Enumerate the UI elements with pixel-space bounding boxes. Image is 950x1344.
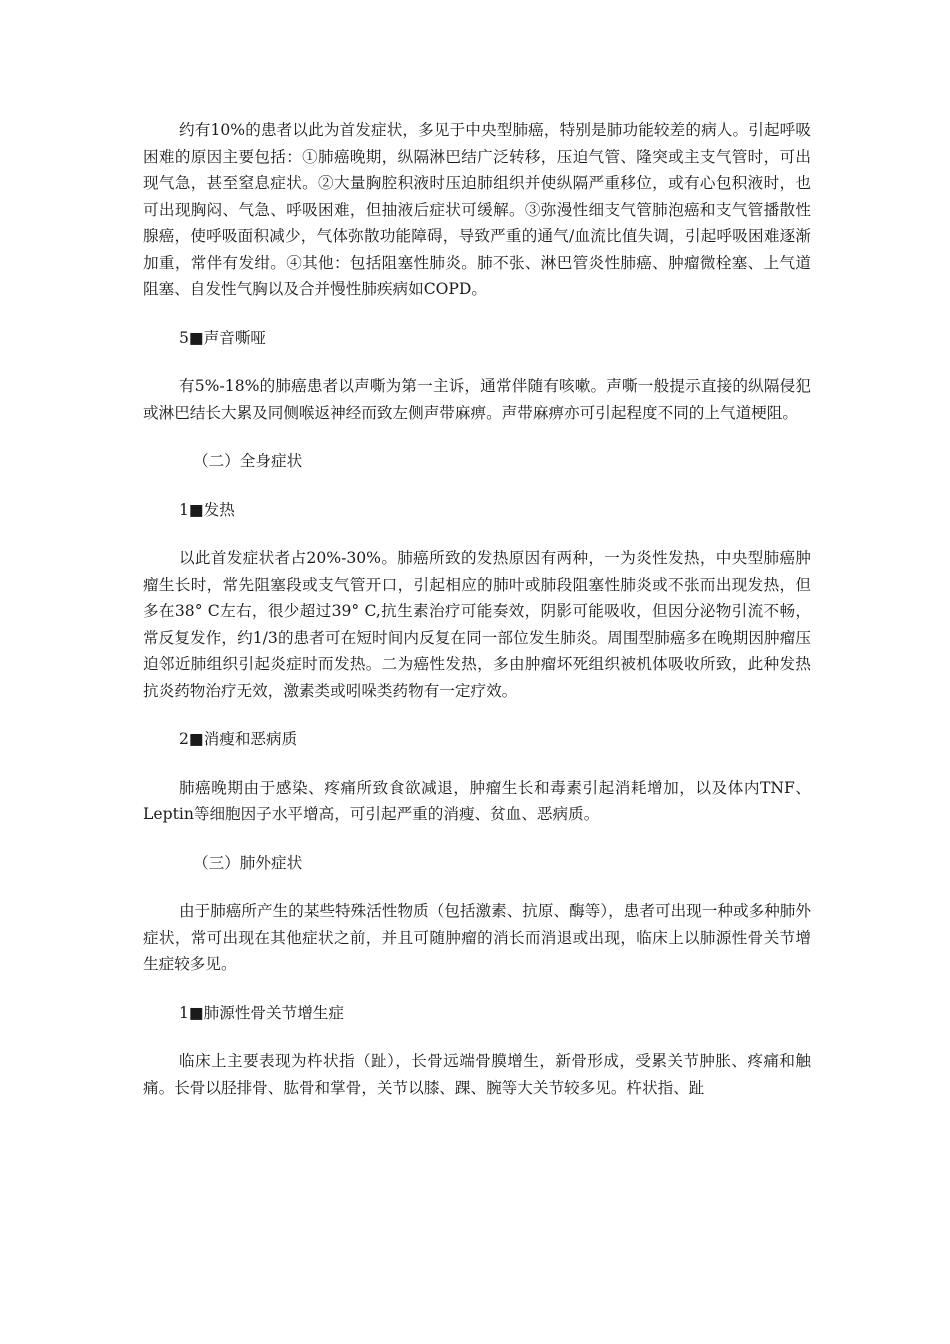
paragraph-hoarseness: 有5%-18%的肺癌患者以声嘶为第一主诉，通常伴随有咳嗽。声嘶一般提示直接的纵隔侵犯或淋巴结长大累及同侧喉返神经而致左侧声带麻痹。声带麻痹亦可引起程度不同的上气道梗阻。: [143, 377, 811, 422]
heading-fever: 1■发热: [179, 500, 235, 519]
paragraph-cachexia: 肺癌晚期由于感染、疼痛所致食欲减退，肿瘤生长和毒素引起消耗增加，以及体内TNF、Leptin等细胞因子水平增高，可引起严重的消瘦、贫血、恶病质。: [143, 778, 811, 823]
paragraph-dyspnea: 约有10%的患者以此为首发症状，多见于中央型肺癌，特别是肺功能较差的病人。引起呼吸困难的原因主要包括：①肺癌晚期，纵隔淋巴结广泛转移，压迫气管、隆突或主支气管时，可出现气急，甚至窒息症状。②大量胸腔积液时压迫肺组织并使纵隔严重移位，或有心包积液时，也可出现胸闷、气急、呼吸困难，但抽液后症状可缓解。③弥漫性细支气管肺泡癌和支气管播散性腺癌，使呼吸面积减少，气体弥散功能障碍，导致严重的通气/血流比值失调，引起呼吸困难逐渐加重，常伴有发绀。④其他：包括阻塞性肺炎。肺不张、淋巴管炎性肺癌、肿瘤微栓塞、上气道阻塞、自发性气胸以及合并慢性肺疾病如COPD。: [143, 121, 811, 298]
section-heading-extrapulmonary: （三）肺外症状: [193, 853, 303, 872]
document-body: [143, 117, 811, 1123]
paragraph-extrapulmonary: 由于肺癌所产生的某些特殊活性物质（包括激素、抗原、酶等），患者可出现一种或多种肺外症状，常可出现在其他症状之前，并且可随肿瘤的消长而消退或出现，临床上以肺源性骨关节增生症较多见。: [143, 902, 811, 973]
section-heading-systemic-symptoms: （二）全身症状: [193, 452, 303, 470]
heading-hoarseness: 5■声音嘶哑: [179, 328, 267, 347]
paragraph-osteoarthropathy: 临床上主要表现为杵状指（趾），长骨远端骨膜增生，新骨形成，受累关节肿胀、疼痛和触痛。长骨以胫排骨、肱骨和掌骨，关节以膝、踝、腕等大关节较多见。杵状指、趾: [143, 1052, 811, 1097]
heading-osteoarthropathy: 1■肺源性骨关节增生症: [179, 1003, 344, 1022]
paragraph-fever: 以此首发症状者占20%-30%。肺癌所致的发热原因有两种，一为炎性发热，中央型肺癌肿瘤生长时，常先阻塞段或支气管开口，引起相应的肺叶或肺段阻塞性肺炎或不张而出现发热，但多在38° C左右，很少超过39° C,抗生素治疗可能奏效，阴影可能吸收，但因分泌物引流不畅，常反复发作，约1/3的患者可在短时间内反复在同一部位发生肺炎。周围型肺癌多在晚期因肿瘤压迫邻近肺组织引起炎症时而发热。二为癌性发热，多由肿瘤坏死组织被机体吸收所致，此种发热抗炎药物治疗无效，激素类或吲哚类药物有一定疗效。: [143, 549, 811, 700]
heading-cachexia: 2■消瘦和恶病质: [179, 730, 298, 748]
